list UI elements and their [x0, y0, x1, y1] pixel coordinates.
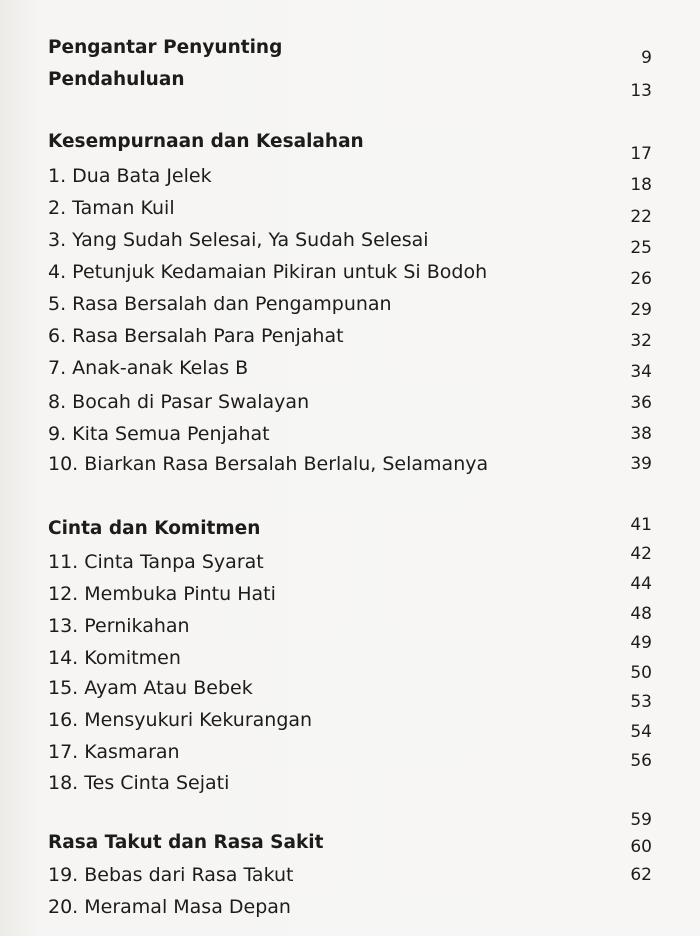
page-number: 36	[630, 393, 652, 413]
chapter-title: 19. Bebas dari Rasa Takut	[48, 864, 294, 886]
chapter-title: 10. Biarkan Rasa Bersalah Berlalu, Selamanya	[48, 453, 489, 475]
page-number: 25	[630, 238, 652, 258]
page-number: 48	[630, 604, 652, 624]
section-title: Rasa Takut dan Rasa Sakit	[48, 832, 324, 853]
page-number: 42	[630, 544, 652, 564]
page-number: 60	[630, 837, 652, 857]
section-title: Kesempurnaan dan Kesalahan	[48, 131, 364, 152]
page-number: 39	[630, 454, 652, 474]
chapter-title: 13. Pernikahan	[48, 615, 190, 637]
chapter-title: 16. Mensyukuri Kekurangan	[48, 709, 313, 731]
page-number: 13	[630, 81, 652, 101]
chapter-title: 8. Bocah di Pasar Swalayan	[48, 391, 310, 413]
page-number: 44	[630, 574, 652, 594]
page-number: 62	[630, 865, 652, 885]
chapter-title: 9. Kita Semua Penjahat	[48, 423, 270, 445]
chapter-title: 20. Meramal Masa Depan	[48, 896, 291, 918]
chapter-title: 7. Anak-anak Kelas B	[48, 357, 249, 379]
section-title: Pendahuluan	[48, 69, 185, 90]
page-number: 49	[630, 633, 652, 653]
chapter-title: 5. Rasa Bersalah dan Pengampunan	[48, 293, 392, 315]
section-title: Pengantar Penyunting	[48, 37, 283, 58]
chapter-title: 1. Dua Bata Jelek	[48, 165, 212, 187]
chapter-title: 15. Ayam Atau Bebek	[48, 677, 253, 699]
page-number: 22	[630, 207, 652, 227]
chapter-title: 4. Petunjuk Kedamaian Pikiran untuk Si Bodoh	[48, 261, 488, 283]
chapter-title: 2. Taman Kuil	[48, 197, 175, 219]
page-number: 53	[630, 692, 652, 712]
page-number: 50	[630, 663, 652, 683]
page-number: 29	[630, 300, 652, 320]
chapter-title: 18. Tes Cinta Sejati	[48, 772, 230, 794]
page-number: 32	[630, 331, 652, 351]
page-number: 41	[630, 515, 652, 535]
page-number: 56	[630, 751, 652, 771]
chapter-title: 11. Cinta Tanpa Syarat	[48, 551, 264, 573]
page-number: 54	[630, 722, 652, 742]
page-number: 18	[630, 175, 652, 195]
chapter-title: 6. Rasa Bersalah Para Penjahat	[48, 325, 344, 347]
page-number: 38	[630, 424, 652, 444]
chapter-title: 14. Komitmen	[48, 647, 181, 669]
page-number: 17	[630, 144, 652, 164]
chapter-title: 12. Membuka Pintu Hati	[48, 583, 276, 605]
page-number: 34	[630, 362, 652, 382]
page-number: 59	[630, 810, 652, 830]
section-title: Cinta dan Komitmen	[48, 518, 261, 539]
page-number: 9	[641, 48, 652, 68]
chapter-title: 17. Kasmaran	[48, 741, 180, 763]
page-number: 26	[630, 269, 652, 289]
chapter-title: 3. Yang Sudah Selesai, Ya Sudah Selesai	[48, 229, 429, 251]
